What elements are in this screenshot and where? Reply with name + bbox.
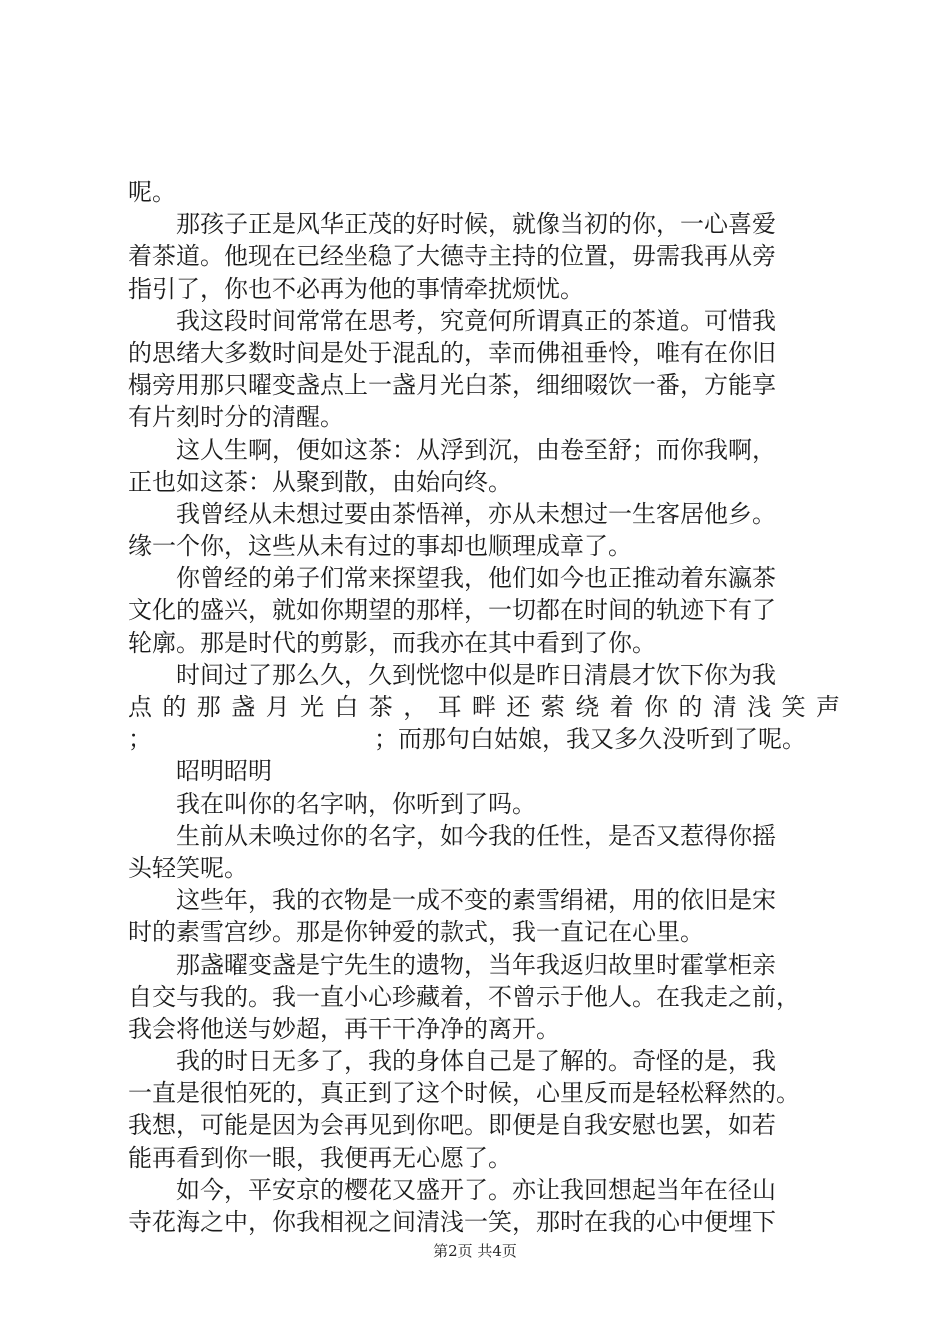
- text-line: 指引了，你也不必再为他的事情牵扰烦忧。: [128, 274, 584, 303]
- body-text: [128, 176, 840, 1238]
- text-line: 有片刻时分的清醒。: [128, 403, 344, 432]
- text-line: 的思绪大多数时间是处于混乱的，幸而佛祖垂怜，唯有在你旧: [128, 338, 776, 367]
- text-line: 轮廓。那是时代的剪影，而我亦在其中看到了你。: [128, 628, 656, 657]
- text-line: 着茶道。他现在已经坐稳了大德寺主持的位置，毋需我再从旁: [128, 242, 776, 271]
- text-line: 我会将他送与妙超，再干干净净的离开。: [128, 1014, 560, 1043]
- text-line: 我的时日无多了，我的身体自己是了解的。奇怪的是，我: [176, 1047, 776, 1076]
- page-number-footer: 第2页 共4页: [433, 1242, 517, 1260]
- text-line: 头轻笑呢。: [128, 853, 248, 882]
- text-line: 你曾经的弟子们常来探望我，他们如今也正推动着东瀛茶: [176, 564, 776, 593]
- text-line: 我想，可能是因为会再见到你吧。即便是自我安慰也罢，如若: [128, 1111, 776, 1140]
- text-line: 能再看到你一眼，我便再无心愿了。: [128, 1143, 512, 1172]
- text-line: 我在叫你的名字呐，你听到了吗。: [176, 789, 536, 818]
- text-line: 一直是很怕死的，真正到了这个时候，心里反而是轻松释然的。: [128, 1079, 800, 1108]
- text-line: 正也如这茶：从聚到散，由始向终。: [128, 467, 512, 496]
- text-line: 那孩子正是风华正茂的好时候，就像当初的你，一心喜爱: [176, 210, 776, 239]
- text-line: 这些年，我的衣物是一成不变的素雪绢裙，用的依旧是宋: [176, 886, 776, 915]
- text-fragment: ；而那句白姑娘，我又多久没听到了呢。: [374, 725, 806, 754]
- text-line: 昭明昭明: [176, 757, 272, 786]
- text-fragment: ；: [128, 725, 152, 754]
- text-line: [128, 723, 840, 755]
- text-line: 呢。: [128, 178, 176, 206]
- text-line: 点的那盏月光白茶，耳畔还萦绕着你的清浅笑声: [128, 693, 840, 721]
- text-line: 文化的盛兴，就如你期望的那样，一切都在时间的轨迹下有了: [128, 596, 776, 625]
- text-line: 那盏曜变盏是宁先生的遗物，当年我返归故里时霍掌柜亲: [176, 950, 776, 979]
- text-line: 如今，平安京的樱花又盛开了。亦让我回想起当年在径山: [176, 1175, 776, 1204]
- text-line: 缘一个你，这些从未有过的事却也顺理成章了。: [128, 532, 632, 561]
- text-line: 我曾经从未想过要由茶悟禅，亦从未想过一生客居他乡。: [176, 499, 776, 528]
- text-line: 时间过了那么久，久到恍惚中似是昨日清晨才饮下你为我: [176, 660, 776, 689]
- text-line: 寺花海之中，你我相视之间清浅一笑，那时在我的心中便埋下: [128, 1208, 776, 1236]
- text-line: 生前从未唤过你的名字，如今我的任性，是否又惹得你摇: [176, 821, 776, 850]
- text-line: 这人生啊，便如这茶：从浮到沉，由卷至舒；而你我啊，: [176, 435, 776, 464]
- text-line: 自交与我的。我一直小心珍藏着，不曾示于他人。在我走之前，: [128, 982, 800, 1011]
- text-line: 时的素雪宫纱。那是你钟爱的款式，我一直记在心里。: [128, 918, 704, 947]
- text-line: 我这段时间常常在思考，究竟何所谓真正的茶道。可惜我: [176, 306, 776, 335]
- text-line: 榻旁用那只曜变盏点上一盏月光白茶，细细啜饮一番，方能享: [128, 371, 776, 400]
